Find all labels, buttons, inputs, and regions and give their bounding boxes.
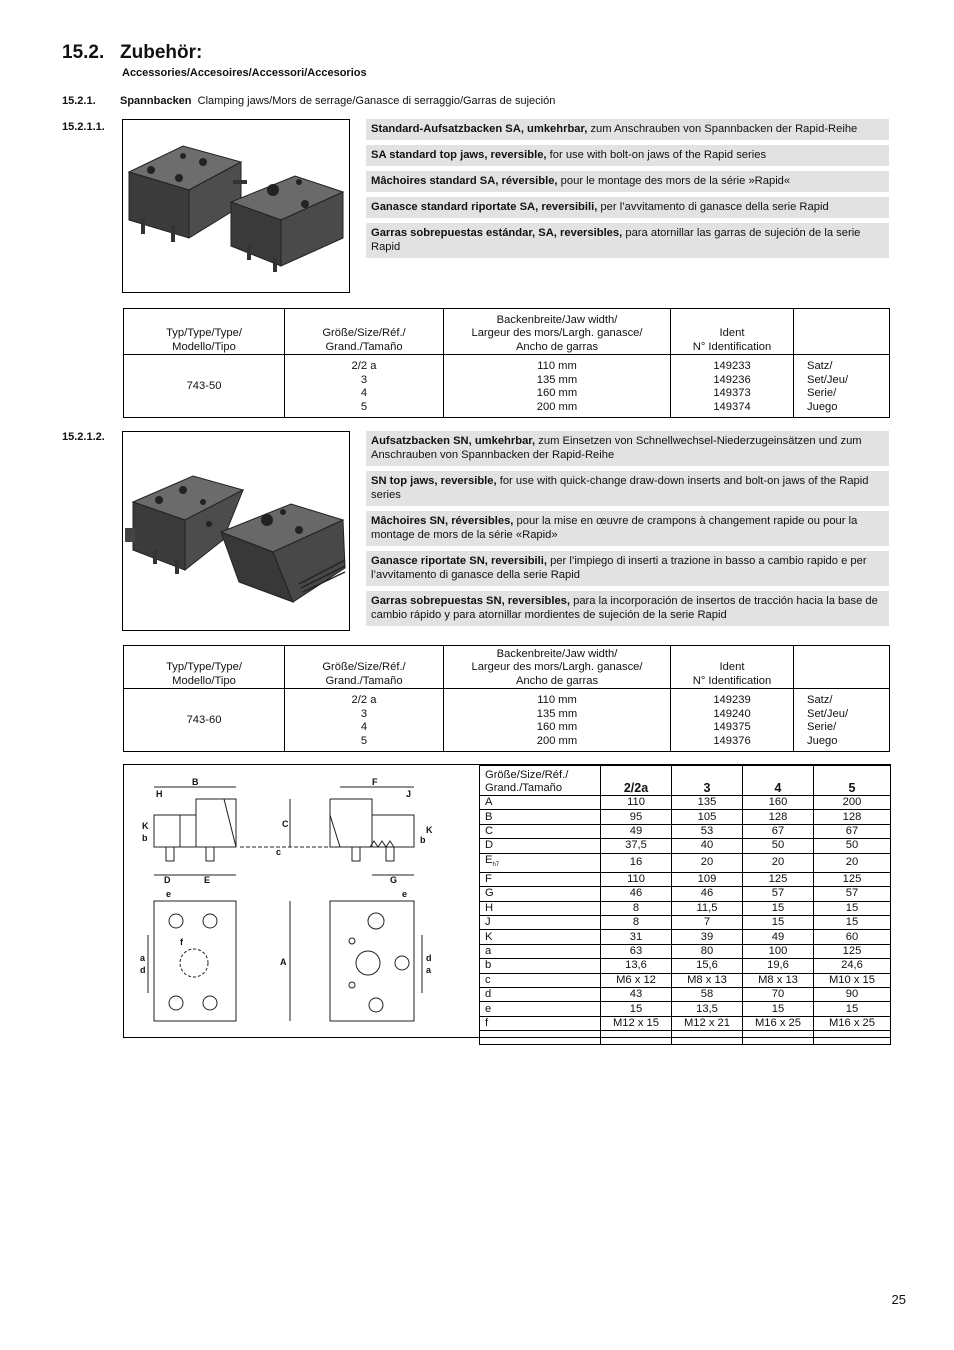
description-list bbox=[366, 119, 889, 263]
dimension-value: M12 x 21 bbox=[672, 1016, 743, 1030]
item-number: 15.2.1.2. bbox=[62, 431, 105, 443]
dimension-row bbox=[480, 987, 891, 1001]
dimension-value: 15 bbox=[814, 901, 891, 915]
dimension-key: f bbox=[480, 1016, 601, 1030]
label-K: K bbox=[142, 821, 149, 831]
header-type: Typ/Type/Type/ Modello/Tipo bbox=[124, 646, 285, 689]
header-size: Größe/Size/Réf./ Grand./Tamaño bbox=[285, 646, 444, 689]
dimension-value: M12 x 15 bbox=[601, 1016, 672, 1030]
dim-header-size: 2/2a bbox=[601, 766, 672, 796]
cell-idents: 149233 149236 149373 149374 bbox=[671, 355, 794, 415]
label-b-right: b bbox=[420, 835, 426, 845]
header-ident: Ident N° Identification bbox=[671, 646, 794, 689]
description-de: Standard-Aufsatzbacken SA, umkehrbar, zum Anschrauben von Spannbacken der Rapid-Reihe bbox=[366, 119, 889, 140]
dimension-key: b bbox=[480, 959, 601, 973]
label-a-right: a bbox=[426, 965, 432, 975]
cell-idents: 149239 149240 149375 149376 bbox=[671, 689, 794, 749]
header-width: Backenbreite/Jaw width/ Largeur des mors/Largh. ganasce/ Ancho de garras bbox=[444, 646, 671, 689]
dimension-value: M6 x 12 bbox=[601, 973, 672, 987]
product-photo-sn-jaws bbox=[122, 431, 350, 631]
description-en: SN top jaws, reversible, for use with quick-change draw-down inserts and bolt-on jaws of the Rapid series bbox=[366, 471, 889, 506]
dimension-value: 43 bbox=[601, 987, 672, 1001]
dimension-value: 15 bbox=[814, 915, 891, 929]
description-fr: Mâchoires SN, réversibles, pour la mise en œuvre de crampons à changement rapide ou pour la montage de mors de la série «Rapid» bbox=[366, 511, 889, 546]
dimension-row bbox=[480, 853, 891, 872]
dimension-key: $E_{h7}$ bbox=[480, 853, 601, 872]
cell-set: Satz/ Set/Jeu/ Serie/ Juego bbox=[794, 355, 890, 415]
label-A: A bbox=[280, 957, 287, 967]
dimension-row bbox=[480, 959, 891, 973]
dim-header-size: 3 bbox=[672, 766, 743, 796]
dimension-value: 67 bbox=[814, 824, 891, 838]
dimension-row bbox=[480, 973, 891, 987]
label-E: E bbox=[204, 875, 211, 885]
dimension-key: K bbox=[480, 930, 601, 944]
dim-header-size: 4 bbox=[743, 766, 814, 796]
dimension-value: 20 bbox=[672, 853, 743, 872]
dimension-value: 20 bbox=[743, 853, 814, 872]
product-photo-sa-jaws bbox=[122, 119, 350, 293]
dimension-value: 15 bbox=[743, 1002, 814, 1016]
dimension-row bbox=[480, 887, 891, 901]
section-subtitle: Clamping jaws/Mors de serrage/Ganasce di serraggio/Garras de sujeción bbox=[197, 95, 556, 107]
dimension-value: 24,6 bbox=[814, 959, 891, 973]
description-es: Garras sobrepuestas SN, reversibles, para la incorporación de insertos de tracción hacia la base de cambio rápido y para atornillar mordientes de sujeción de la serie Rapid bbox=[366, 591, 889, 626]
dimension-value: 49 bbox=[743, 930, 814, 944]
dimension-value: 15 bbox=[601, 1002, 672, 1016]
heading-title: Zubehör: bbox=[120, 42, 203, 63]
item-number: 15.2.1.1. bbox=[62, 121, 105, 133]
label-G: G bbox=[390, 875, 398, 885]
dimension-key: D bbox=[480, 839, 601, 853]
dimension-table bbox=[479, 765, 891, 1045]
dimension-value: 20 bbox=[814, 853, 891, 872]
dimension-value: 11,5 bbox=[672, 901, 743, 915]
label-e-right: e bbox=[402, 889, 408, 899]
cell-type: 743-60 bbox=[124, 689, 285, 749]
dimension-value: 110 bbox=[601, 796, 672, 810]
label-a: a bbox=[140, 953, 146, 963]
description-en: SA standard top jaws, reversible, for use with bolt-on jaws of the Rapid series bbox=[366, 145, 889, 166]
description-it: Ganasce standard riportate SA, reversibili, per l’avvitamento di ganasce della serie Rapid bbox=[366, 197, 889, 218]
heading-subtitle: Accessories/Accesoires/Accessori/Accesorios bbox=[122, 67, 367, 79]
dimension-value: 80 bbox=[672, 944, 743, 958]
cell-type: 743-50 bbox=[124, 355, 285, 415]
dimension-value: 8 bbox=[601, 901, 672, 915]
label-c: c bbox=[276, 847, 282, 857]
header-width: Backenbreite/Jaw width/ Largeur des mors/Largh. ganasce/ Ancho de garras bbox=[444, 309, 671, 355]
label-J: J bbox=[406, 789, 412, 799]
order-table bbox=[123, 308, 890, 418]
order-table bbox=[123, 645, 890, 752]
section-heading bbox=[62, 95, 555, 107]
dimension-value: M8 x 13 bbox=[743, 973, 814, 987]
label-b: b bbox=[142, 833, 148, 843]
description-es: Garras sobrepuestas estándar, SA, reversibles, para atornillar las garras de sujeción de la serie Rapid bbox=[366, 223, 889, 258]
dimension-value: 19,6 bbox=[743, 959, 814, 973]
dimension-value: 37,5 bbox=[601, 839, 672, 853]
dimension-value: 15 bbox=[814, 1002, 891, 1016]
dimension-value: 13,6 bbox=[601, 959, 672, 973]
dimension-value: 49 bbox=[601, 824, 672, 838]
cell-widths: 110 mm 135 mm 160 mm 200 mm bbox=[444, 355, 671, 415]
dimension-value: 63 bbox=[601, 944, 672, 958]
cell-sizes: 2/2 a 3 4 5 bbox=[285, 355, 444, 415]
dimension-value: 125 bbox=[814, 872, 891, 886]
dimension-value: 57 bbox=[814, 887, 891, 901]
cell-set: Satz/ Set/Jeu/ Serie/ Juego bbox=[794, 689, 890, 749]
dimension-row bbox=[480, 915, 891, 929]
dimension-value: 60 bbox=[814, 930, 891, 944]
description-it: Ganasce riportate SN, reversibili, per l’impiego di inserti a trazione in basso a cambio rapido e per l’avvitamento di ganasce della serie Rapid bbox=[366, 551, 889, 586]
dimension-value: M8 x 13 bbox=[672, 973, 743, 987]
dimension-value: 125 bbox=[814, 944, 891, 958]
page-heading bbox=[62, 42, 202, 64]
dimension-row bbox=[480, 1016, 891, 1030]
dimension-key: B bbox=[480, 810, 601, 824]
dimension-key: F bbox=[480, 872, 601, 886]
header-empty bbox=[794, 309, 890, 355]
label-C: C bbox=[282, 819, 289, 829]
dimension-key: H bbox=[480, 901, 601, 915]
header-type: Typ/Type/Type/ Modello/Tipo bbox=[124, 309, 285, 355]
dimension-value: 95 bbox=[601, 810, 672, 824]
dimension-value: 160 bbox=[743, 796, 814, 810]
dimension-value: 50 bbox=[814, 839, 891, 853]
dimension-value: 128 bbox=[743, 810, 814, 824]
section-number: 15.2.1. bbox=[62, 95, 96, 107]
dimension-row bbox=[480, 872, 891, 886]
dimension-value: 58 bbox=[672, 987, 743, 1001]
dimension-key: G bbox=[480, 887, 601, 901]
dimension-key: A bbox=[480, 796, 601, 810]
dimension-value: 110 bbox=[601, 872, 672, 886]
dimension-value: 46 bbox=[672, 887, 743, 901]
dimension-value: 39 bbox=[672, 930, 743, 944]
dimension-value: 31 bbox=[601, 930, 672, 944]
label-H: H bbox=[156, 789, 163, 799]
dimension-value: 7 bbox=[672, 915, 743, 929]
dim-header-label: Größe/Size/Réf./ Grand./Tamaño bbox=[480, 766, 601, 796]
dimension-value: 200 bbox=[814, 796, 891, 810]
dimension-row bbox=[480, 810, 891, 824]
dimension-row bbox=[480, 839, 891, 853]
dimension-key: a bbox=[480, 944, 601, 958]
dimension-key: d bbox=[480, 987, 601, 1001]
dimension-value: 100 bbox=[743, 944, 814, 958]
dimension-row bbox=[480, 824, 891, 838]
dimension-value: 40 bbox=[672, 839, 743, 853]
dimension-value: 15,6 bbox=[672, 959, 743, 973]
dimension-value: 67 bbox=[743, 824, 814, 838]
dimension-row bbox=[480, 901, 891, 915]
dimension-key: J bbox=[480, 915, 601, 929]
dimension-value: 13,5 bbox=[672, 1002, 743, 1016]
dimension-row bbox=[480, 944, 891, 958]
dimension-value: M16 x 25 bbox=[743, 1016, 814, 1030]
description-list bbox=[366, 431, 889, 631]
dimension-value: 15 bbox=[743, 915, 814, 929]
label-D: D bbox=[164, 875, 171, 885]
label-f: f bbox=[180, 937, 183, 947]
dimension-value: M16 x 25 bbox=[814, 1016, 891, 1030]
description-de: Aufsatzbacken SN, umkehrbar, zum Einsetzen von Schnellwechsel-Niederzugeinsätzen und zum Anschrauben von Spannbacken der Rapid-Reihe bbox=[366, 431, 889, 466]
dimension-value: 15 bbox=[743, 901, 814, 915]
dim-header-size: 5 bbox=[814, 766, 891, 796]
label-K-right: K bbox=[426, 825, 433, 835]
header-size: Größe/Size/Réf./ Grand./Tamaño bbox=[285, 309, 444, 355]
dimension-row bbox=[480, 796, 891, 810]
dimension-value: 16 bbox=[601, 853, 672, 872]
dimension-value: 46 bbox=[601, 887, 672, 901]
dimension-row bbox=[480, 1002, 891, 1016]
dimension-value: 109 bbox=[672, 872, 743, 886]
dimension-value: 8 bbox=[601, 915, 672, 929]
dimension-value: 125 bbox=[743, 872, 814, 886]
cell-widths: 110 mm 135 mm 160 mm 200 mm bbox=[444, 689, 671, 749]
dimension-key: c bbox=[480, 973, 601, 987]
dimension-row bbox=[480, 930, 891, 944]
section-title: Spannbacken bbox=[120, 95, 192, 107]
dimension-box bbox=[123, 764, 891, 1038]
dimension-key: C bbox=[480, 824, 601, 838]
dimension-key: e bbox=[480, 1002, 601, 1016]
dimension-value: 135 bbox=[672, 796, 743, 810]
header-empty bbox=[794, 646, 890, 689]
heading-number: 15.2. bbox=[62, 42, 105, 63]
label-F: F bbox=[372, 777, 378, 787]
technical-drawing bbox=[140, 775, 440, 1027]
dimension-value: 70 bbox=[743, 987, 814, 1001]
dimension-value: 128 bbox=[814, 810, 891, 824]
dimension-value: 50 bbox=[743, 839, 814, 853]
label-d-right: d bbox=[426, 953, 432, 963]
header-ident: Ident N° Identification bbox=[671, 309, 794, 355]
dimension-value: 53 bbox=[672, 824, 743, 838]
cell-sizes: 2/2 a 3 4 5 bbox=[285, 689, 444, 749]
dimension-value: M10 x 15 bbox=[814, 973, 891, 987]
dimension-value: 105 bbox=[672, 810, 743, 824]
dimension-value: 90 bbox=[814, 987, 891, 1001]
page-number: 25 bbox=[891, 1292, 906, 1307]
label-B: B bbox=[192, 777, 199, 787]
description-fr: Mâchoires standard SA, réversible, pour le montage des mors de la série »Rapid« bbox=[366, 171, 889, 192]
dimension-value: 57 bbox=[743, 887, 814, 901]
label-e: e bbox=[166, 889, 172, 899]
label-d: d bbox=[140, 965, 146, 975]
